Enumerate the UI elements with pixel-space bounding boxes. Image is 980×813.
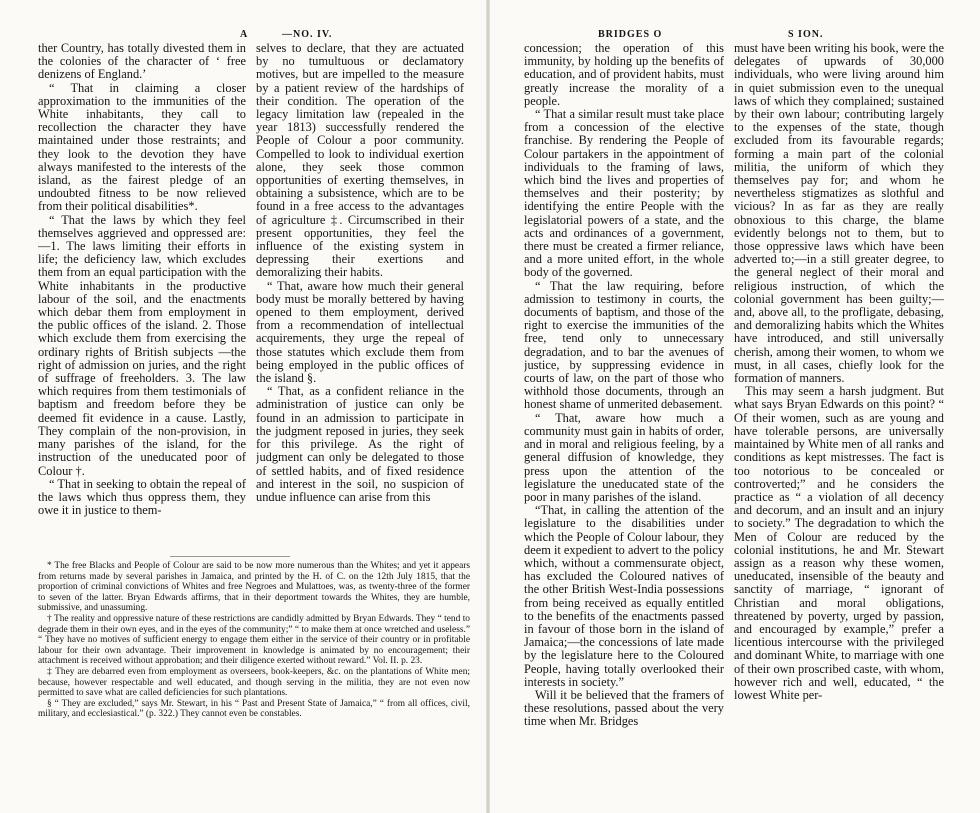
footnote: † The reality and oppressive nature of these restrictions are candidly admitted by Bryan Edwards. They “ tend to degrade them in their own eyes, and in the eyes of the community;” “ to make them at once wretched and useless.” “ They have no motives of sufficient energy to engage them either in the service of their country or in profitable labour for their own advantage. Their improvement in knowledge is animated by no encouragement; their attachment is received without approbation; and their diligence exerted without reward.” Vol. II. p. 23. (38, 613, 470, 667)
running-head-letter: A (240, 29, 249, 40)
footnote: ‡ They are debarred even from employment as overseers, book-keepers, &c. on the plantations of White men; because, however respectable and well educated, and though serving in the militia, they are not even now permitted to save what are called deficiencies for such plantations. (38, 666, 470, 699)
footnote: * The free Blacks and People of Colour are said to be now more numerous than the Whites; and yet it appears from returns made by several parishes in Jamaica, and printed by the H. of C. on the 12th July 1815, that the proportion of criminal convictions of Whites and free Negroes and Mulattoes, was, as twenty-three of the former to seven of the latter. Bryan Edwards affirms, that in their deportment towards the Whites, they are humble, submissive, and unassuming. (38, 561, 470, 614)
right-page-column-1 (524, 42, 724, 804)
paragraph: This may seem a harsh judgment. But what says Bryan Edwards on this point? “ Of their women, such as are young and have tolerable persons, are universally maintained by White men of all ranks and conditions as kept mistresses. The fact is too notorious to be concealed or controverted;” and he considers the practice as “ a violation of all decency and decorum, and an insult and an injury to society.” The degradation to which the Men of Colour are reduced by the colonial institutions, he and Mr. Stewart assign as a reason why these women, uneducated, insensible of the beauty and sanctity of marriage, “ ignorant of Christian and moral obligations, threatened by poverty, urged by passion, and encouraged by example,” prefer a licentious intercourse with the privileged and dominant White, to marriage with one of their own proscribed caste, with whom, however rich and well, educated, “ the lowest White per- (734, 384, 944, 702)
right-page-column-2 (734, 42, 944, 804)
footnotes (38, 561, 470, 781)
footnote: § “ They are excluded,” says Mr. Stewart, in his “ Past and Present State of Jamaica,” “ from all offices, civil, military, and ecclesiastical.” (p. 322.) They cannot even be constables. (38, 698, 470, 720)
paragraph: “ That in seeking to obtain the repeal of the laws which thus oppress them, they owe it in justice to them- (38, 476, 246, 518)
paragraph: Will it be believed that the framers of these resolutions, passed about the very time when Mr. Bridges (524, 687, 724, 729)
right-page (490, 0, 980, 813)
paragraph: “ That, aware how much their general body must be morally bettered by having opened to them employment, derived from a recommendation of intellectual acquirements, they urge the repeal of those statutes which exclude them from being employed in the public offices of the island §. (256, 278, 464, 386)
left-page-column-2 (256, 42, 464, 554)
paragraph: “ That the laws by which they feel themselves aggrieved and oppressed are:—1. The laws limiting their efforts in life; the deficiency law, which excludes them from an equal participation with the White inhabitants in the productive labour of the soil, and the enactments which debar them from employment in the public offices of the island. 2. Those which exclude them from exercising the ordinary rights of British subjects —the right of admission on juries, and the right of suffrage of freeholders. 3. The law which requires from them testimonials of baptism and freedom before they be deemed fit evidence in a cause. Lastly, They complain of the non-provision, in many parishes of the island, for the instruction of the uneducated poor of Colour †. (38, 212, 246, 478)
running-head-title: BRIDGES O (598, 29, 663, 40)
left-page (0, 0, 488, 813)
paragraph: must have been writing his book, were the delegates of upwards of 30,000 individuals, who were living around him in quiet submission even to the unequal laws of which they complained; sustained by their own labour; contributing largely to the expenses of the state, though excluded from its favourable regards; forming a main part of the colonial militia, the uniform of which they themselves pay for; and whom he nevertheless stigmatizes as slothful and vicious? In as far as they are really obnoxious to this charge, the blame evidently belongs not to them, but to those oppressive laws which have been adverted to;—in a still greater degree, to the general neglect of their moral and religious instruction, of which the colonial government has been guilty;—and, above all, to the profligate, debasing, and demoralizing habits which the Whites have introduced, and still universally cherish, among their women, to whom we must, in all cases, chiefly look for the formation of manners. (734, 42, 944, 386)
paragraph: “That, in calling the attention of the legislature to the disabilities under which the People of Colour labour, they deem it expedient to advert to the policy which, without a commensurate object, has excluded the Coloured natives of the other British West-India possessions from being received as equally entitled to the benefits of the enactments passed in favour of those born in the island of Jamaica;—the concessions of late made by the legislature here to the Coloured People, having totally overlooked their interests in society.” (524, 503, 724, 689)
paragraph: selves to declare, that they are actuated by no tumultuous or declamatory motives, but are impelled to the measure by a patient review of the hardships of their condition. The operation of the legacy limitation law (repealed in the year 1813) successfully rendered the People of Colour a poor community. Compelled to look to individual exertion alone, they seek those common opportunities of exerting themselves, in obtaining a subsistence, which are to be found in a free access to the advantages of agriculture ‡. Circumscribed in their present opportunities, they feel the influence of the existing system in depressing their exertions and demoralizing their habits. (256, 42, 464, 280)
paragraph: “ That in claiming a closer approximation to the immunities of the White inhabitants, they call to recollection the character they have maintained under those restraints; and they look to the devotion they have always manifested to the interests of the island, as the fairest pledge of an undoubted fitness to be now relieved from their political disabilities*. (38, 80, 246, 214)
paragraph: ther Country, has totally divested them in the colonies of the character of ‘ free denizens of England.’ (38, 42, 246, 82)
paragraph: “ That a similar result must take place from a concession of the elective franchise. By rendering the People of Colour partakers in the appointment of individuals to the framing of laws, which bind the lives and properties of themselves and their posterity; by identifying the entire People with the legislatorial powers of a state, and the acts and ordinances of a government, there must be created a firmer reliance, and a more united effort, in the whole body of the governed. (524, 107, 724, 280)
running-head-number: —NO. IV. (282, 29, 333, 40)
running-head-title-end: S ION. (788, 29, 824, 40)
paragraph: “ That the law requiring, before admission to testimony in courts, the documents of baptism, and those of the right to exercise the immunities of the free, tend only to unnecessary degradation, and to bar the avenues of justice, by suppressing evidence in courts of law, on the part of those who withhold those documents, through an honest shame of unmerited debasement. (524, 278, 724, 412)
paragraph: “ That, aware how much a community must gain in habits of order, and in moral and religious feeling, by a general diffusion of knowledge, they press upon the attention of the legislature the uneducated state of the poor in many parishes of the island. (524, 410, 724, 504)
paragraph: “ That, as a confident reliance in the administration of justice can only be found in an admission to participate in the judgment reposed in juries, they seek for this privilege. As the right of judgment can only be delegated to those of settled habits, and of fixed residence and interest in the soil, no suspicion of undue influence can arise from this (256, 384, 464, 504)
paragraph: concession; the operation of this immunity, by holding up the benefits of education, and of provident habits, must greatly increase the morality of a people. (524, 42, 724, 108)
footnote-rule (170, 556, 290, 557)
left-page-column-1 (38, 42, 246, 554)
